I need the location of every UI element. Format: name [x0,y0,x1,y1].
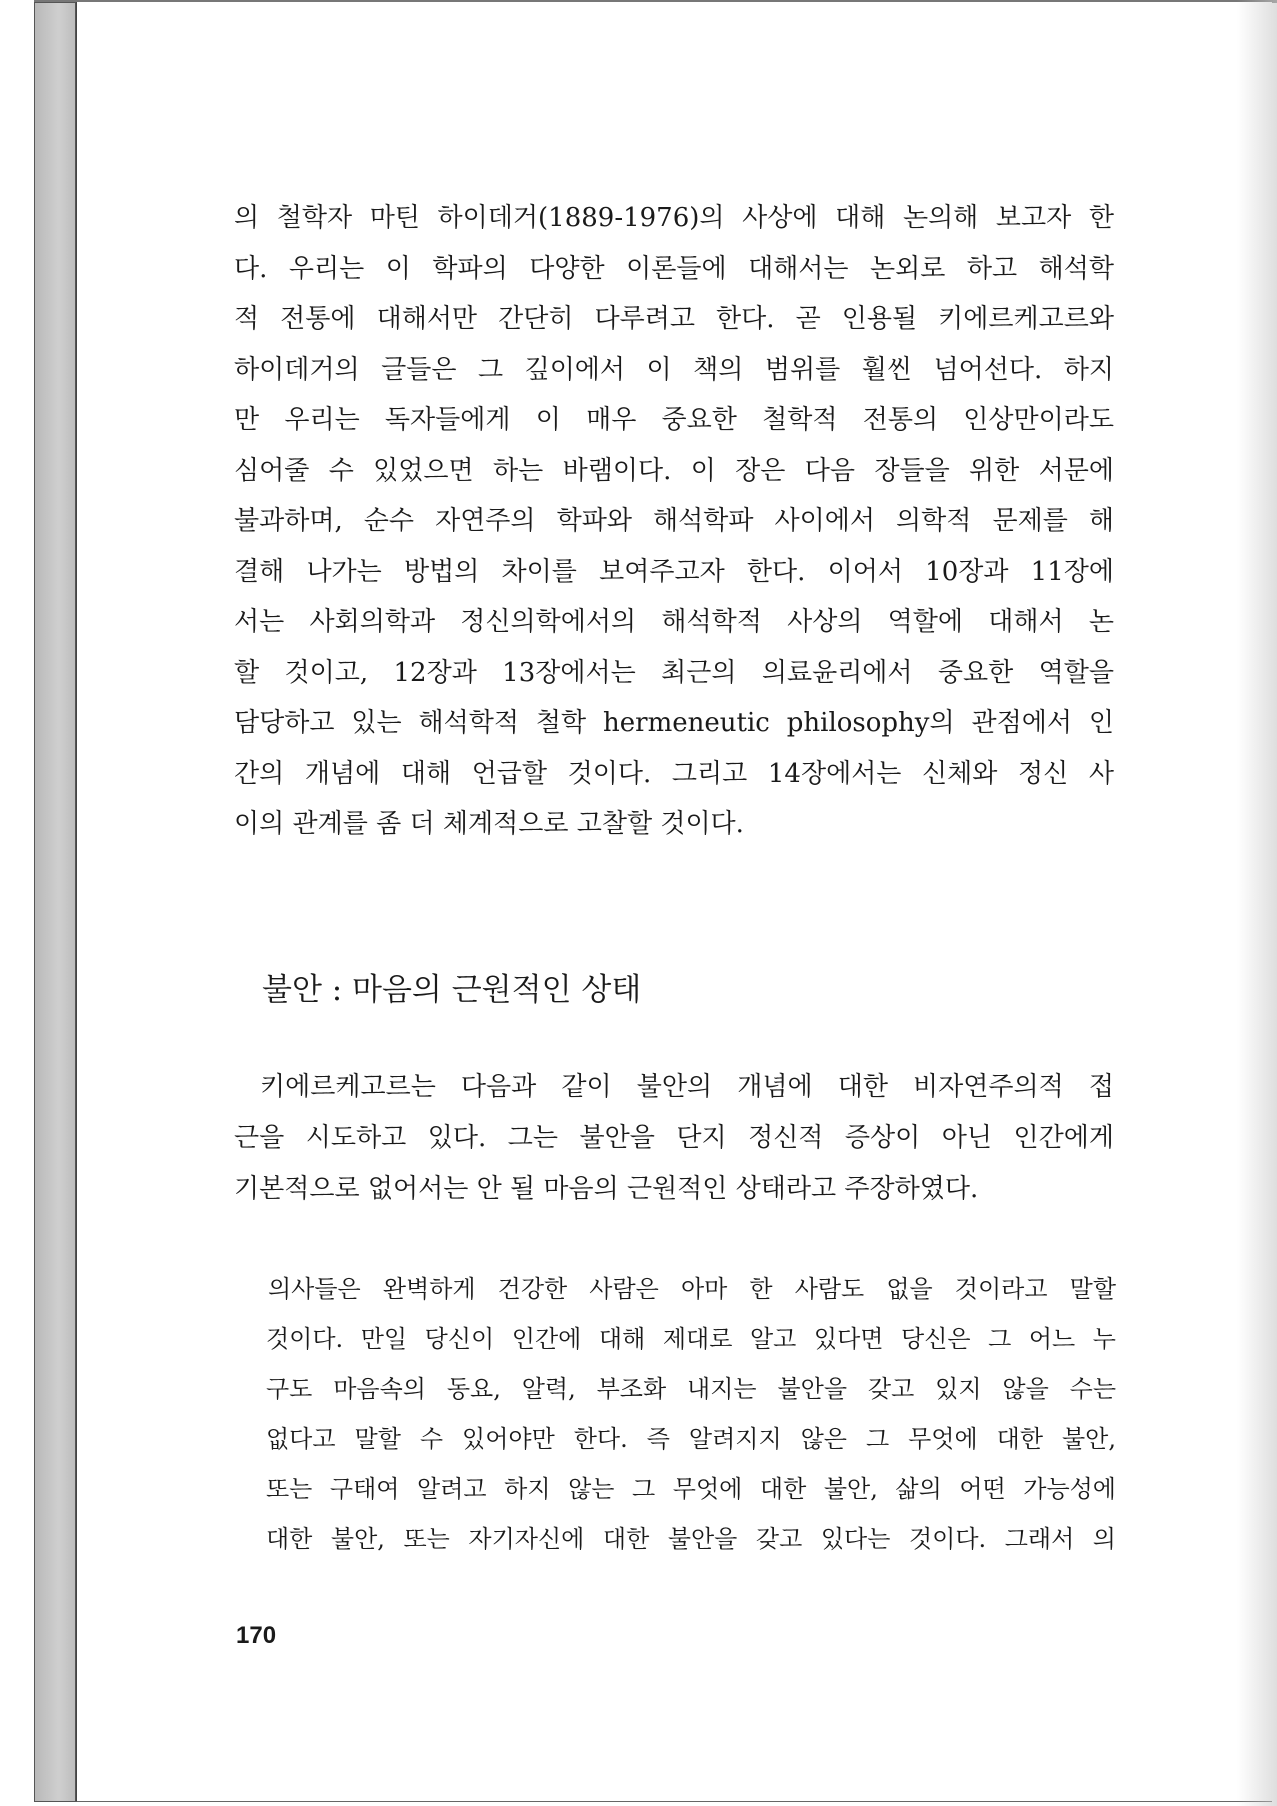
text-line: 다. 우리는 이 학파의 다양한 이론들에 대해서는 논외로 하고 해석학 [234,253,1114,284]
quote-line: 의사들은 완벽하게 건강한 사람은 아마 한 사람도 없을 것이라고 말할 [268,1275,1116,1303]
page-edge-shadow [1237,0,1277,1806]
body-paragraph-2 [234,1062,1114,1215]
text-line: 결해 나가는 방법의 차이를 보여주고자 한다. 이어서 10장과 11장에 [234,556,1114,587]
block-quote [266,1264,1116,1564]
quote-line: 것이다. 만일 당신이 인간에 대해 제대로 알고 있다면 당신은 그 어느 누 [266,1325,1116,1353]
page-number: 170 [236,1622,277,1649]
text-line: 심어줄 수 있었으면 하는 바램이다. 이 장은 다음 장들을 위한 서문에 [234,455,1114,486]
text-line: 만 우리는 독자들에게 이 매우 중요한 철학적 전통의 인상만이라도 [234,405,1114,435]
text-line: 서는 사회의학과 정신의학에서의 해석학적 사상의 역할에 대해서 논 [234,607,1114,637]
body-paragraph-1 [234,193,1114,850]
quote-line: 대한 불안, 또는 자기자신에 대한 불안을 갖고 있다는 것이다. 그래서 의 [266,1525,1116,1553]
quote-line: 없다고 말할 수 있어야만 한다. 즉 알려지지 않은 그 무엇에 대한 불안, [266,1425,1116,1453]
quote-line: 또는 구태여 알려고 하지 않는 그 무엇에 대한 불안, 삶의 어떤 가능성에 [266,1475,1116,1503]
text-line: 의 철학자 마틴 하이데거(1889-1976)의 사상에 대해 논의해 보고자 한 [234,203,1114,233]
text-line: 근을 시도하고 있다. 그는 불안을 단지 정신적 증상이 아닌 인간에게 [234,1123,1114,1153]
text-line: 이의 관계를 좀 더 체계적으로 고찰할 것이다. [234,809,744,839]
text-line: 불과하며, 순수 자연주의 학파와 해석학파 사이에서 의학적 문제를 해 [234,506,1114,536]
text-line: 키에르케고르는 다음과 같이 불안의 개념에 대한 비자연주의적 접 [260,1072,1114,1102]
quote-line: 구도 마음속의 동요, 알력, 부조화 내지는 불안을 갖고 있지 않을 수는 [266,1375,1116,1403]
text-line: 기본적으로 없어서는 안 될 마음의 근원적인 상태라고 주장하였다. [234,1174,979,1204]
book-spine [34,2,76,1802]
text-line: 하이데거의 글들은 그 깊이에서 이 책의 범위를 훨씬 넘어선다. 하지 [234,354,1114,385]
text-line: 적 전통에 대해서만 간단히 다루려고 한다. 곧 인용될 키에르케고르와 [234,304,1114,334]
text-line: 간의 개념에 대해 언급할 것이다. 그리고 14장에서는 신체와 정신 사 [234,758,1114,789]
section-heading: 불안 : 마음의 근원적인 상태 [262,972,642,1008]
text-line: 담당하고 있는 해석학적 철학 hermeneutic philosophy의 관점에서 인 [234,708,1114,738]
text-line: 할 것이고, 12장과 13장에서는 최근의 의료윤리에서 중요한 역할을 [234,657,1114,688]
